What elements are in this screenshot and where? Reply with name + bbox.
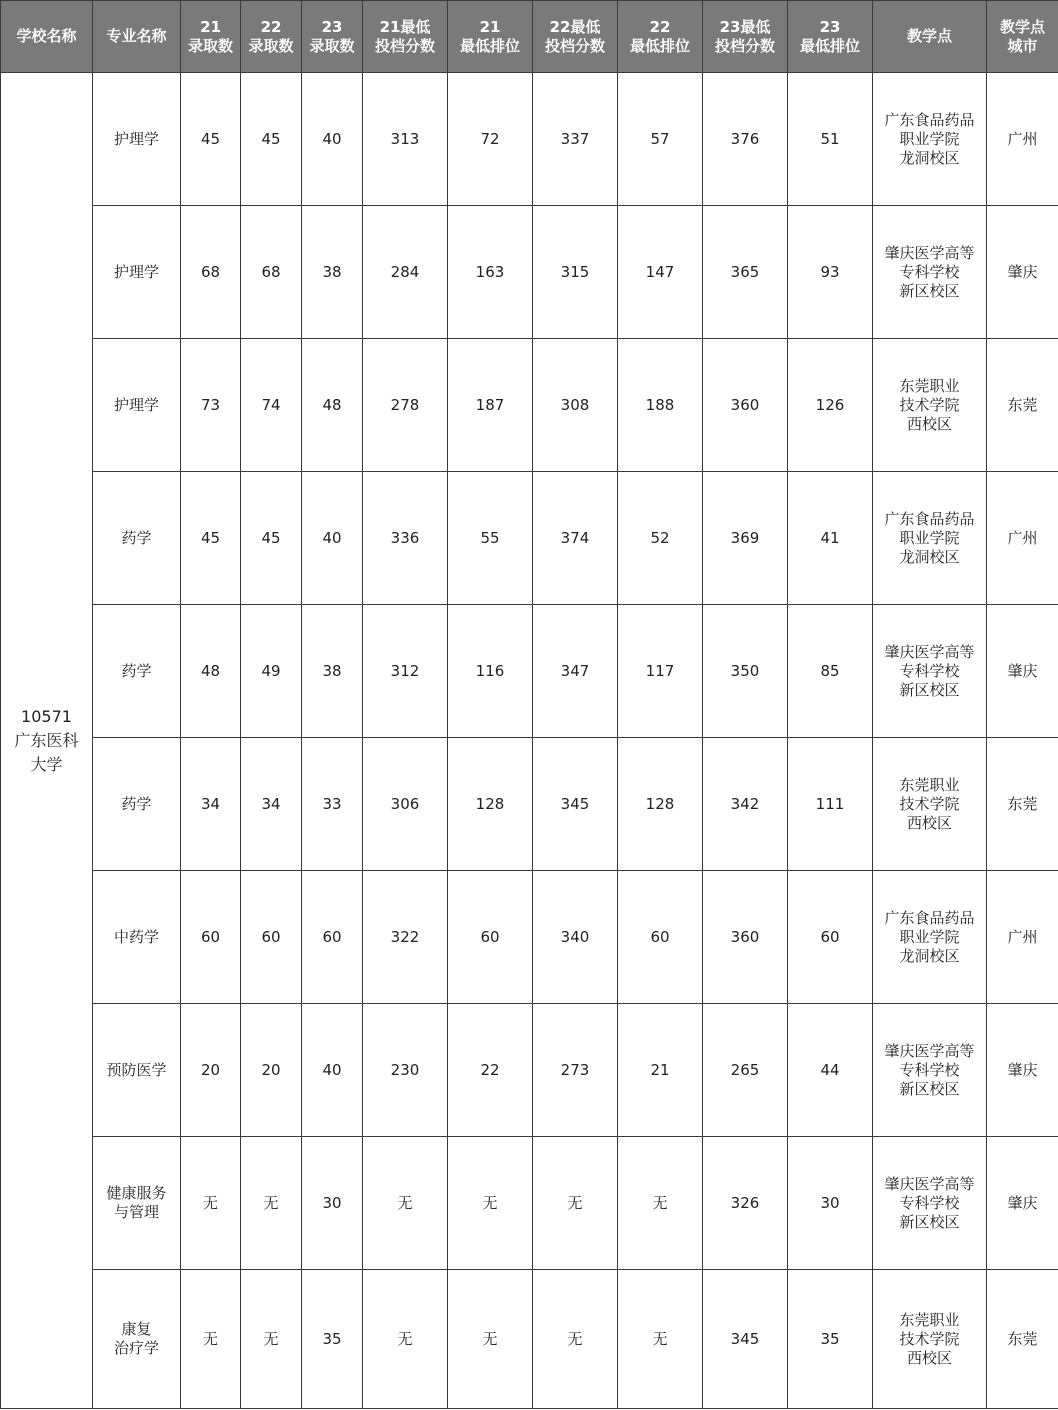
major-cell: 康复 治疗学 — [93, 1270, 181, 1409]
min-score-21-cell: 312 — [363, 605, 448, 738]
min-rank-22-cell: 128 — [618, 738, 703, 871]
campus-city-cell: 东莞 — [987, 738, 1058, 871]
min-score-23-cell: 365 — [703, 206, 788, 339]
table-row — [1, 472, 1058, 605]
major-cell: 预防医学 — [93, 1004, 181, 1137]
header-23-admitted: 23 录取数 — [302, 1, 363, 73]
min-rank-23-cell: 41 — [788, 472, 873, 605]
min-score-22-cell: 340 — [533, 871, 618, 1004]
min-rank-23-cell: 93 — [788, 206, 873, 339]
admitted-21-cell: 48 — [181, 605, 241, 738]
min-score-23-cell: 265 — [703, 1004, 788, 1137]
admitted-23-cell: 40 — [302, 1004, 363, 1137]
admitted-21-cell: 无 — [181, 1137, 241, 1270]
admitted-23-cell: 35 — [302, 1270, 363, 1409]
admitted-22-cell: 49 — [241, 605, 302, 738]
admitted-22-cell: 74 — [241, 339, 302, 472]
min-score-22-cell: 347 — [533, 605, 618, 738]
major-cell: 药学 — [93, 605, 181, 738]
min-score-23-cell: 360 — [703, 339, 788, 472]
campus-city-cell: 广州 — [987, 73, 1058, 206]
admitted-22-cell: 60 — [241, 871, 302, 1004]
min-score-23-cell: 369 — [703, 472, 788, 605]
school-name-cell: 10571 广东医科 大学 — [1, 73, 93, 1409]
major-cell: 护理学 — [93, 73, 181, 206]
campus-cell: 肇庆医学高等 专科学校 新区校区 — [873, 206, 987, 339]
min-score-21-cell: 230 — [363, 1004, 448, 1137]
campus-city-cell: 肇庆 — [987, 605, 1058, 738]
admitted-23-cell: 38 — [302, 206, 363, 339]
major-cell: 药学 — [93, 472, 181, 605]
min-score-22-cell: 无 — [533, 1137, 618, 1270]
min-score-23-cell: 376 — [703, 73, 788, 206]
min-rank-23-cell: 51 — [788, 73, 873, 206]
min-rank-22-cell: 无 — [618, 1270, 703, 1409]
admitted-23-cell: 38 — [302, 605, 363, 738]
min-score-23-cell: 342 — [703, 738, 788, 871]
min-rank-23-cell: 35 — [788, 1270, 873, 1409]
admitted-21-cell: 45 — [181, 73, 241, 206]
min-rank-23-cell: 85 — [788, 605, 873, 738]
min-rank-21-cell: 60 — [448, 871, 533, 1004]
admitted-21-cell: 60 — [181, 871, 241, 1004]
min-rank-22-cell: 117 — [618, 605, 703, 738]
min-rank-22-cell: 52 — [618, 472, 703, 605]
admitted-22-cell: 68 — [241, 206, 302, 339]
min-score-23-cell: 326 — [703, 1137, 788, 1270]
min-rank-22-cell: 21 — [618, 1004, 703, 1137]
header-22-admitted: 22 录取数 — [241, 1, 302, 73]
header-22-min-rank: 22 最低排位 — [618, 1, 703, 73]
min-rank-21-cell: 22 — [448, 1004, 533, 1137]
table-row — [1, 871, 1058, 1004]
header-23-min-rank: 23 最低排位 — [788, 1, 873, 73]
min-score-21-cell: 278 — [363, 339, 448, 472]
campus-city-cell: 肇庆 — [987, 1137, 1058, 1270]
min-rank-23-cell: 111 — [788, 738, 873, 871]
min-score-21-cell: 313 — [363, 73, 448, 206]
min-score-22-cell: 273 — [533, 1004, 618, 1137]
major-cell: 护理学 — [93, 206, 181, 339]
header-21-min-score: 21最低 投档分数 — [363, 1, 448, 73]
admitted-22-cell: 34 — [241, 738, 302, 871]
min-rank-22-cell: 无 — [618, 1137, 703, 1270]
min-rank-21-cell: 无 — [448, 1137, 533, 1270]
header-21-min-rank: 21 最低排位 — [448, 1, 533, 73]
admitted-23-cell: 48 — [302, 339, 363, 472]
min-rank-21-cell: 128 — [448, 738, 533, 871]
min-rank-23-cell: 44 — [788, 1004, 873, 1137]
table-row — [1, 1270, 1058, 1409]
major-cell: 护理学 — [93, 339, 181, 472]
admitted-21-cell: 34 — [181, 738, 241, 871]
admitted-22-cell: 45 — [241, 73, 302, 206]
admitted-23-cell: 30 — [302, 1137, 363, 1270]
min-score-21-cell: 322 — [363, 871, 448, 1004]
min-rank-22-cell: 60 — [618, 871, 703, 1004]
campus-cell: 东莞职业 技术学院 西校区 — [873, 1270, 987, 1409]
min-rank-21-cell: 116 — [448, 605, 533, 738]
min-rank-21-cell: 72 — [448, 73, 533, 206]
min-rank-22-cell: 188 — [618, 339, 703, 472]
min-score-22-cell: 308 — [533, 339, 618, 472]
campus-cell: 东莞职业 技术学院 西校区 — [873, 738, 987, 871]
major-cell: 健康服务 与管理 — [93, 1137, 181, 1270]
table-row — [1, 1004, 1058, 1137]
admitted-22-cell: 45 — [241, 472, 302, 605]
header-campus-city: 教学点 城市 — [987, 1, 1058, 73]
admitted-22-cell: 无 — [241, 1137, 302, 1270]
campus-city-cell: 东莞 — [987, 1270, 1058, 1409]
admitted-21-cell: 20 — [181, 1004, 241, 1137]
header-school-name: 学校名称 — [1, 1, 93, 73]
header-row — [1, 1, 1058, 73]
min-score-22-cell: 337 — [533, 73, 618, 206]
major-cell: 中药学 — [93, 871, 181, 1004]
table-row — [1, 605, 1058, 738]
admitted-21-cell: 无 — [181, 1270, 241, 1409]
admitted-23-cell: 40 — [302, 73, 363, 206]
min-score-21-cell: 284 — [363, 206, 448, 339]
campus-city-cell: 东莞 — [987, 339, 1058, 472]
header-campus: 教学点 — [873, 1, 987, 73]
campus-city-cell: 广州 — [987, 472, 1058, 605]
min-score-22-cell: 345 — [533, 738, 618, 871]
table-row — [1, 738, 1058, 871]
min-score-22-cell: 374 — [533, 472, 618, 605]
admitted-21-cell: 45 — [181, 472, 241, 605]
campus-cell: 广东食品药品 职业学院 龙洞校区 — [873, 472, 987, 605]
campus-cell: 肇庆医学高等 专科学校 新区校区 — [873, 1137, 987, 1270]
campus-city-cell: 肇庆 — [987, 1004, 1058, 1137]
min-rank-23-cell: 30 — [788, 1137, 873, 1270]
campus-city-cell: 广州 — [987, 871, 1058, 1004]
min-score-22-cell: 315 — [533, 206, 618, 339]
min-rank-21-cell: 163 — [448, 206, 533, 339]
admitted-22-cell: 无 — [241, 1270, 302, 1409]
min-score-21-cell: 336 — [363, 472, 448, 605]
min-rank-21-cell: 无 — [448, 1270, 533, 1409]
min-rank-21-cell: 187 — [448, 339, 533, 472]
table-row — [1, 339, 1058, 472]
table-row — [1, 1137, 1058, 1270]
min-score-21-cell: 无 — [363, 1137, 448, 1270]
min-score-23-cell: 345 — [703, 1270, 788, 1409]
admitted-21-cell: 73 — [181, 339, 241, 472]
table-row — [1, 206, 1058, 339]
header-22-min-score: 22最低 投档分数 — [533, 1, 618, 73]
campus-cell: 肇庆医学高等 专科学校 新区校区 — [873, 605, 987, 738]
min-score-21-cell: 306 — [363, 738, 448, 871]
campus-cell: 东莞职业 技术学院 西校区 — [873, 339, 987, 472]
min-rank-23-cell: 60 — [788, 871, 873, 1004]
min-score-22-cell: 无 — [533, 1270, 618, 1409]
campus-cell: 肇庆医学高等 专科学校 新区校区 — [873, 1004, 987, 1137]
min-rank-22-cell: 147 — [618, 206, 703, 339]
admitted-21-cell: 68 — [181, 206, 241, 339]
table-row — [1, 73, 1058, 206]
min-rank-22-cell: 57 — [618, 73, 703, 206]
admitted-23-cell: 60 — [302, 871, 363, 1004]
min-rank-23-cell: 126 — [788, 339, 873, 472]
min-rank-21-cell: 55 — [448, 472, 533, 605]
campus-city-cell: 肇庆 — [987, 206, 1058, 339]
campus-cell: 广东食品药品 职业学院 龙洞校区 — [873, 871, 987, 1004]
header-major-name: 专业名称 — [93, 1, 181, 73]
min-score-23-cell: 360 — [703, 871, 788, 1004]
admitted-23-cell: 33 — [302, 738, 363, 871]
min-score-21-cell: 无 — [363, 1270, 448, 1409]
header-23-min-score: 23最低 投档分数 — [703, 1, 788, 73]
admitted-22-cell: 20 — [241, 1004, 302, 1137]
campus-cell: 广东食品药品 职业学院 龙洞校区 — [873, 73, 987, 206]
admitted-23-cell: 40 — [302, 472, 363, 605]
major-cell: 药学 — [93, 738, 181, 871]
min-score-23-cell: 350 — [703, 605, 788, 738]
header-21-admitted: 21 录取数 — [181, 1, 241, 73]
